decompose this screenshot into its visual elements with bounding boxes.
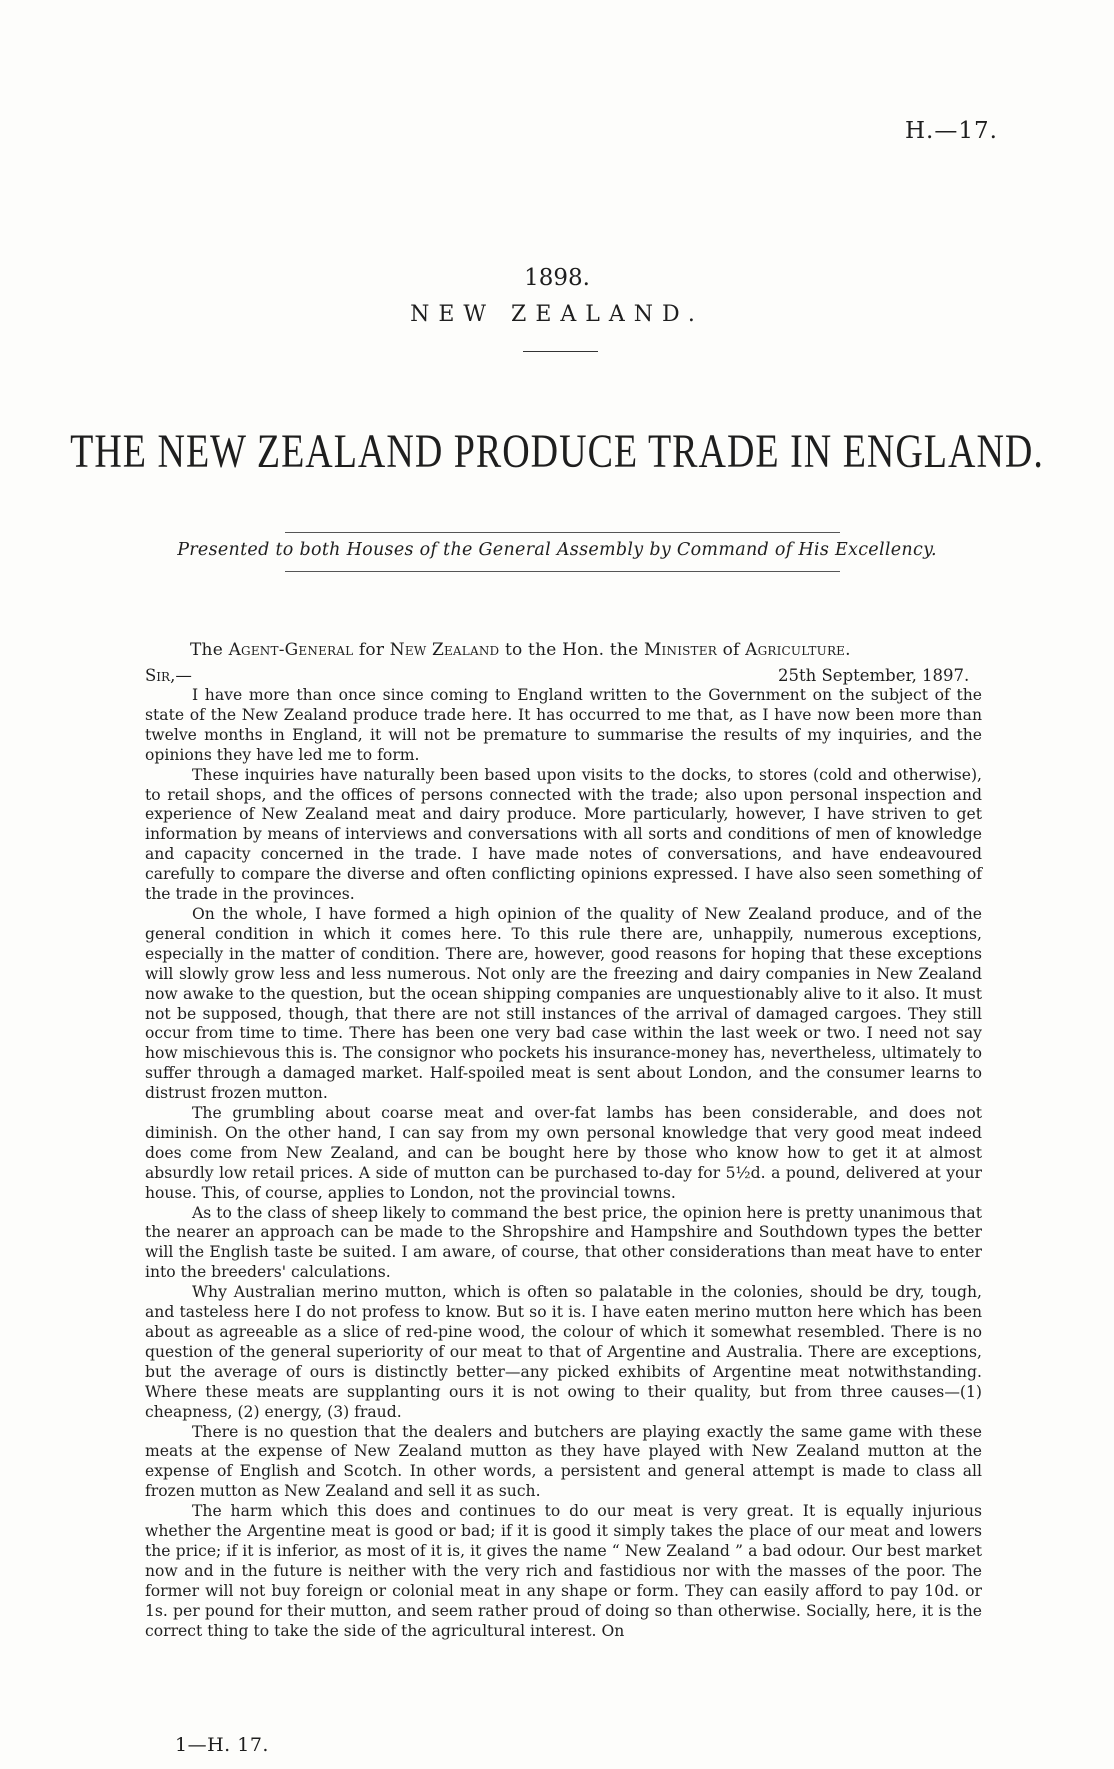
addressee-for: for [353,640,390,660]
addressee-to: to the Hon. the [499,640,644,660]
addressee-prefix: The [190,640,229,660]
country-heading: NEW ZEALAND. [410,302,704,327]
document-title: THE NEW ZEALAND PRODUCE TRADE IN ENGLAND. [70,425,1044,479]
paragraph: I have more than once since coming to England written to the Government on the subject of the state of the New Zealand produce trade here. It has occurred to me that, as I have now been more than twelve months in England, it will not be premature to summarise the results of my inquiries, and the opinions they have led me to form. [145,686,982,764]
paragraph: There is no question that the dealers and butchers are playing exactly the same game with these meats at the expense of New Zealand mutton as they have played with New Zealand mutton at the expense of English and Scotch. In other words, a persistent and general attempt is made to class all frozen mutton as New Zealand and sell it as such. [145,1422,982,1501]
presented-line: Presented to both Houses of the General Assembly by Command of His Excellency. [177,540,937,560]
signature-mark: 1—H. 17. [175,1734,269,1756]
page-reference: H.—17. [905,118,998,144]
addressee-minister: Minister [643,640,717,660]
addressee-dept: Agriculture. [745,640,851,660]
letter-salutation: Sir,— [145,666,192,685]
short-divider [523,351,598,352]
presented-rule-bottom [285,571,840,572]
paragraph: The grumbling about coarse meat and over-fat lambs has been considerable, and does not diminish. On the other hand, I can say from my own personal knowledge that very good meat indeed does come from New Zealand, and can be bought here by those who know how to get it at almost absurdly low retail prices. A side of mutton can be purchased to-day for 5½d. a pound, delivered at your house. This, of course, applies to London, not the provincial towns. [145,1104,982,1202]
addressee-of: of [716,640,746,660]
paragraph: As to the class of sheep likely to command the best price, the opinion here is pretty unanimous that the nearer an approach can be made to the Shropshire and Hampshire and Southdown types the better will the English taste be suited. I am aware, of course, that other considerations than meat have to enter into the breeders' calculations. [145,1203,982,1282]
addressee-from: Agent-General [228,640,354,660]
year-heading: 1898. [524,265,590,291]
paragraph: These inquiries have naturally been based upon visits to the docks, to stores (cold and otherwise), to retail shops, and the offices of persons connected with the trade; also upon personal inspection and experience of New Zealand meat and dairy produce. More particularly, however, I have striven to get information by means of interviews and conversations with all sorts and conditions of men of knowledge and capacity concerned in the trade. I have made notes of conversations, and have endeavoured carefully to compare the diverse and often conflicting opinions expressed. I have also seen something of the trade in the provinces. [145,765,982,904]
paragraph: Why Australian merino mutton, which is often so palatable in the colonies, should be dry, tough, and tasteless here I do not profess to know. But so it is. I have eaten merino mutton here which has been about as agreeable as a slice of red-pine wood, the colour of which it somewhat resembled. There is no question of the general superiority of our meat to that of Argentine and Australia. There are exceptions, but the average of ours is distinctly better—any picked exhibits of Argentine meat notwithstanding. Where these meats are supplanting ours it is not owing to their quality, but from three causes—(1) cheapness, (2) energy, (3) fraud. [145,1283,982,1421]
letter-body [145,686,982,1642]
paragraph: The harm which this does and continues to do our meat is very great. It is equally injurious whether the Argentine meat is good or bad; if it is good it simply takes the place of our meat and lowers the price; if it is inferior, as most of it is, it gives the name “ New Zealand ” a bad odour. Our best market now and in the future is neither with the very rich and fastidious nor with the masses of the poor. The former will not buy foreign or colonial meat in any shape or form. They can easily afford to pay 10d. or 1s. per pound for their mutton, and seem rather proud of doing so than otherwise. Socially, here, it is the correct thing to take the side of the agricultural interest. On [145,1502,982,1640]
presented-rule-top [285,532,840,533]
letter-date: 25th September, 1897. [778,666,970,685]
paragraph: On the whole, I have formed a high opinion of the quality of New Zealand produce, and of the general condition in which it comes here. To this rule there are, unhappily, numerous exceptions, especially in the matter of condition. There are, however, good reasons for hoping that these exceptions will slowly grow less and less numerous. Not only are the freezing and dairy companies in New Zealand now awake to the question, but the ocean shipping companies are unquestionably alive to it also. It must not be supposed, though, that there are not still instances of the arrival of damaged cargoes. They still occur from time to time. There has been one very bad case within the last week or two. I need not say how mischievous this is. The consignor who pockets his insurance-money has, nevertheless, ultimately to suffer through a damaged market. Half-spoiled meat is sent about London, and the consumer learns to distrust frozen mutton. [145,904,982,1103]
letter-addressee [190,640,851,660]
addressee-country: New Zealand [389,640,500,660]
